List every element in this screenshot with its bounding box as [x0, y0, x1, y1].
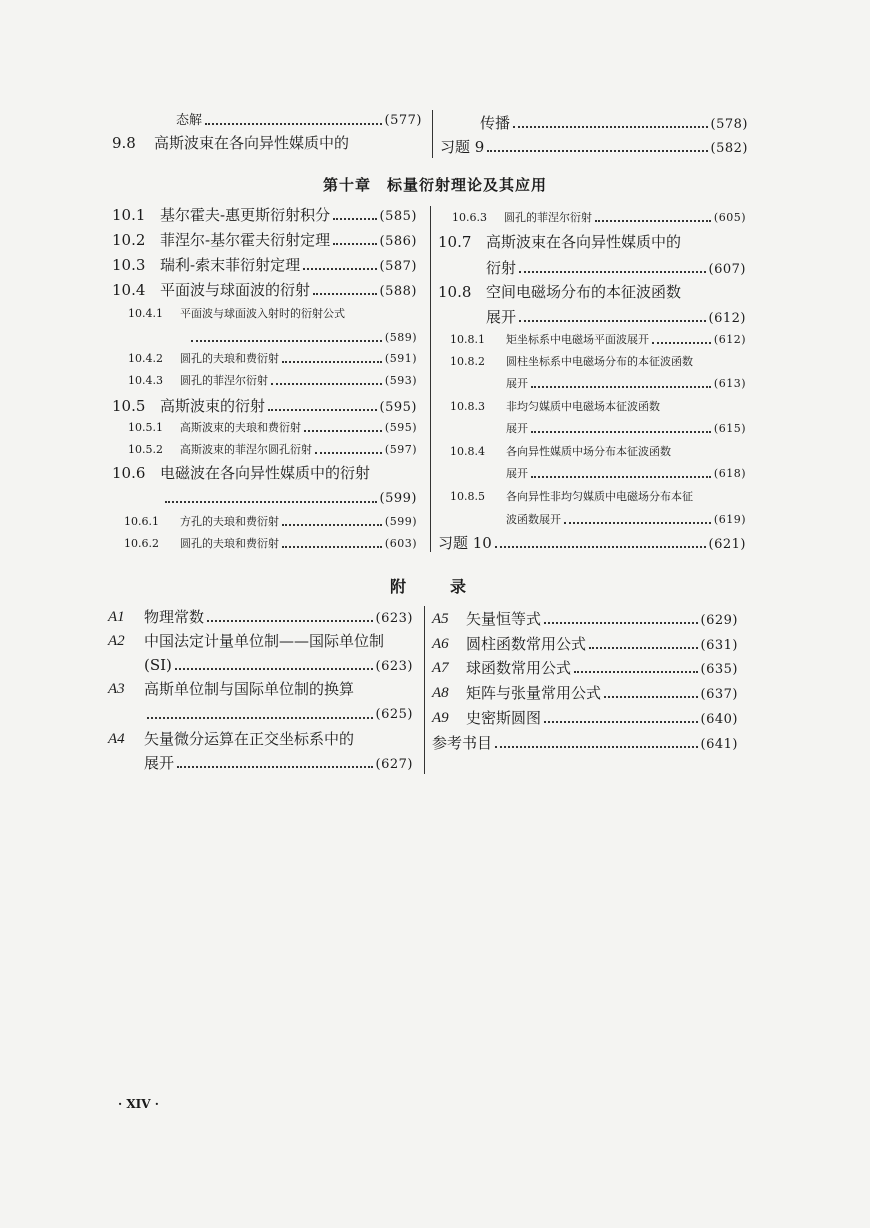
toc-entry[interactable]: A1 物理常数 (623)	[108, 608, 413, 626]
toc-entry[interactable]: A3 高斯单位制与国际单位制的换算	[108, 680, 355, 698]
toc-entry[interactable]: A2 中国法定计量单位制——国际单位制	[108, 632, 385, 650]
toc-entry[interactable]: A7 球函数常用公式 (635)	[432, 659, 738, 677]
appendix-right-column	[432, 606, 738, 756]
toc-entry[interactable]: (SI) (623)	[144, 656, 413, 674]
toc-entry[interactable]: A9 史密斯圆图 (640)	[432, 709, 738, 727]
top-right-column	[440, 108, 748, 158]
toc-entry[interactable]: 传播 (578)	[480, 114, 748, 132]
toc-entry[interactable]: 10.4.2 圆孔的夫琅和费衍射 (591)	[128, 352, 417, 365]
toc-entry[interactable]: 10.5 高斯波束的衍射 (595)	[112, 397, 417, 415]
toc-entry[interactable]: 10.8.5 各向异性非均匀媒质中电磁场分布本征	[450, 490, 693, 503]
toc-entry[interactable]: 10.5.1 高斯波束的夫琅和费衍射 (595)	[128, 421, 417, 434]
toc-entry[interactable]: 10.3 瑞利-索末菲衍射定理 (587)	[112, 256, 417, 274]
toc-entry[interactable]: (599)	[112, 492, 417, 505]
toc-entry[interactable]: 10.5.2 高斯波束的菲涅尔圆孔衍射 (597)	[128, 443, 417, 456]
toc-entry[interactable]: 10.8 空间电磁场分布的本征波函数	[438, 283, 682, 301]
toc-entry[interactable]: (625)	[108, 708, 413, 721]
toc-entry[interactable]: 态解 (577)	[176, 113, 422, 128]
toc-entry[interactable]: 10.8.3 非均匀媒质中电磁场本征波函数	[450, 400, 660, 413]
column-divider	[424, 606, 425, 774]
toc-entry[interactable]: 10.6 电磁波在各向异性媒质中的衍射	[112, 464, 371, 482]
appendix-left-column	[108, 606, 413, 776]
toc-entry[interactable]: (589)	[112, 332, 417, 343]
toc-entry[interactable]: 展开 (613)	[506, 377, 746, 390]
toc-entry[interactable]: 10.6.3 圆孔的菲涅尔衍射 (605)	[452, 211, 746, 224]
toc-entry[interactable]: 10.8.4 各向异性媒质中场分布本征波函数	[450, 445, 671, 458]
toc-entry[interactable]: 参考书目 (641)	[432, 734, 738, 752]
toc-entry[interactable]: 10.2 菲涅尔-基尔霍夫衍射定理 (586)	[112, 231, 417, 249]
toc-entry[interactable]: 习题 9 (582)	[440, 138, 748, 156]
toc-entry[interactable]: 衍射 (607)	[486, 259, 746, 277]
toc-entry[interactable]: 习题 10 (621)	[438, 534, 746, 552]
toc-entry[interactable]: 10.4.1 平面波与球面波入射时的衍射公式	[128, 307, 345, 320]
toc-entry[interactable]: 10.6.1 方孔的夫琅和费衍射 (599)	[124, 515, 417, 528]
page-number: · XIV ·	[118, 1097, 159, 1111]
toc-entry[interactable]: 10.6.2 圆孔的夫琅和费衍射 (603)	[124, 537, 417, 550]
toc-entry[interactable]: 10.8.2 圆柱坐标系中电磁场分布的本征波函数	[450, 355, 693, 368]
toc-entry[interactable]: 展开 (618)	[506, 467, 746, 480]
toc-entry[interactable]: A6 圆柱函数常用公式 (631)	[432, 635, 738, 653]
toc-entry[interactable]: A4 矢量微分运算在正交坐标系中的	[108, 730, 355, 748]
column-divider	[430, 206, 431, 552]
ch10-left-column	[112, 206, 417, 556]
ch10-right-column	[438, 206, 746, 556]
toc-entry[interactable]: 10.7 高斯波束在各向异性媒质中的	[438, 233, 682, 251]
toc-entry[interactable]: A8 矩阵与张量常用公式 (637)	[432, 684, 738, 702]
top-left-column	[112, 108, 422, 158]
appendix-heading: 附 录	[389, 577, 480, 596]
toc-entry[interactable]: 9.8 高斯波束在各向异性媒质中的	[112, 134, 350, 152]
toc-entry[interactable]: A5 矢量恒等式 (629)	[432, 610, 738, 628]
toc-entry[interactable]: 10.8.1 矩坐标系中电磁场平面波展开 (612)	[450, 333, 746, 346]
toc-entry[interactable]: 展开 (627)	[144, 754, 413, 772]
chapter-heading: 第十章 标量衍射理论及其应用	[322, 176, 547, 194]
toc-entry[interactable]: 展开 (612)	[486, 308, 746, 326]
column-divider	[432, 110, 433, 158]
toc-entry[interactable]: 10.4 平面波与球面波的衍射 (588)	[112, 281, 417, 299]
toc-entry[interactable]: 10.1 基尔霍夫-惠更斯衍射积分 (585)	[112, 206, 417, 224]
toc-entry[interactable]: 波函数展开 (619)	[506, 513, 746, 526]
toc-entry[interactable]: 展开 (615)	[506, 422, 746, 435]
toc-entry[interactable]: 10.4.3 圆孔的菲涅尔衍射 (593)	[128, 374, 417, 387]
